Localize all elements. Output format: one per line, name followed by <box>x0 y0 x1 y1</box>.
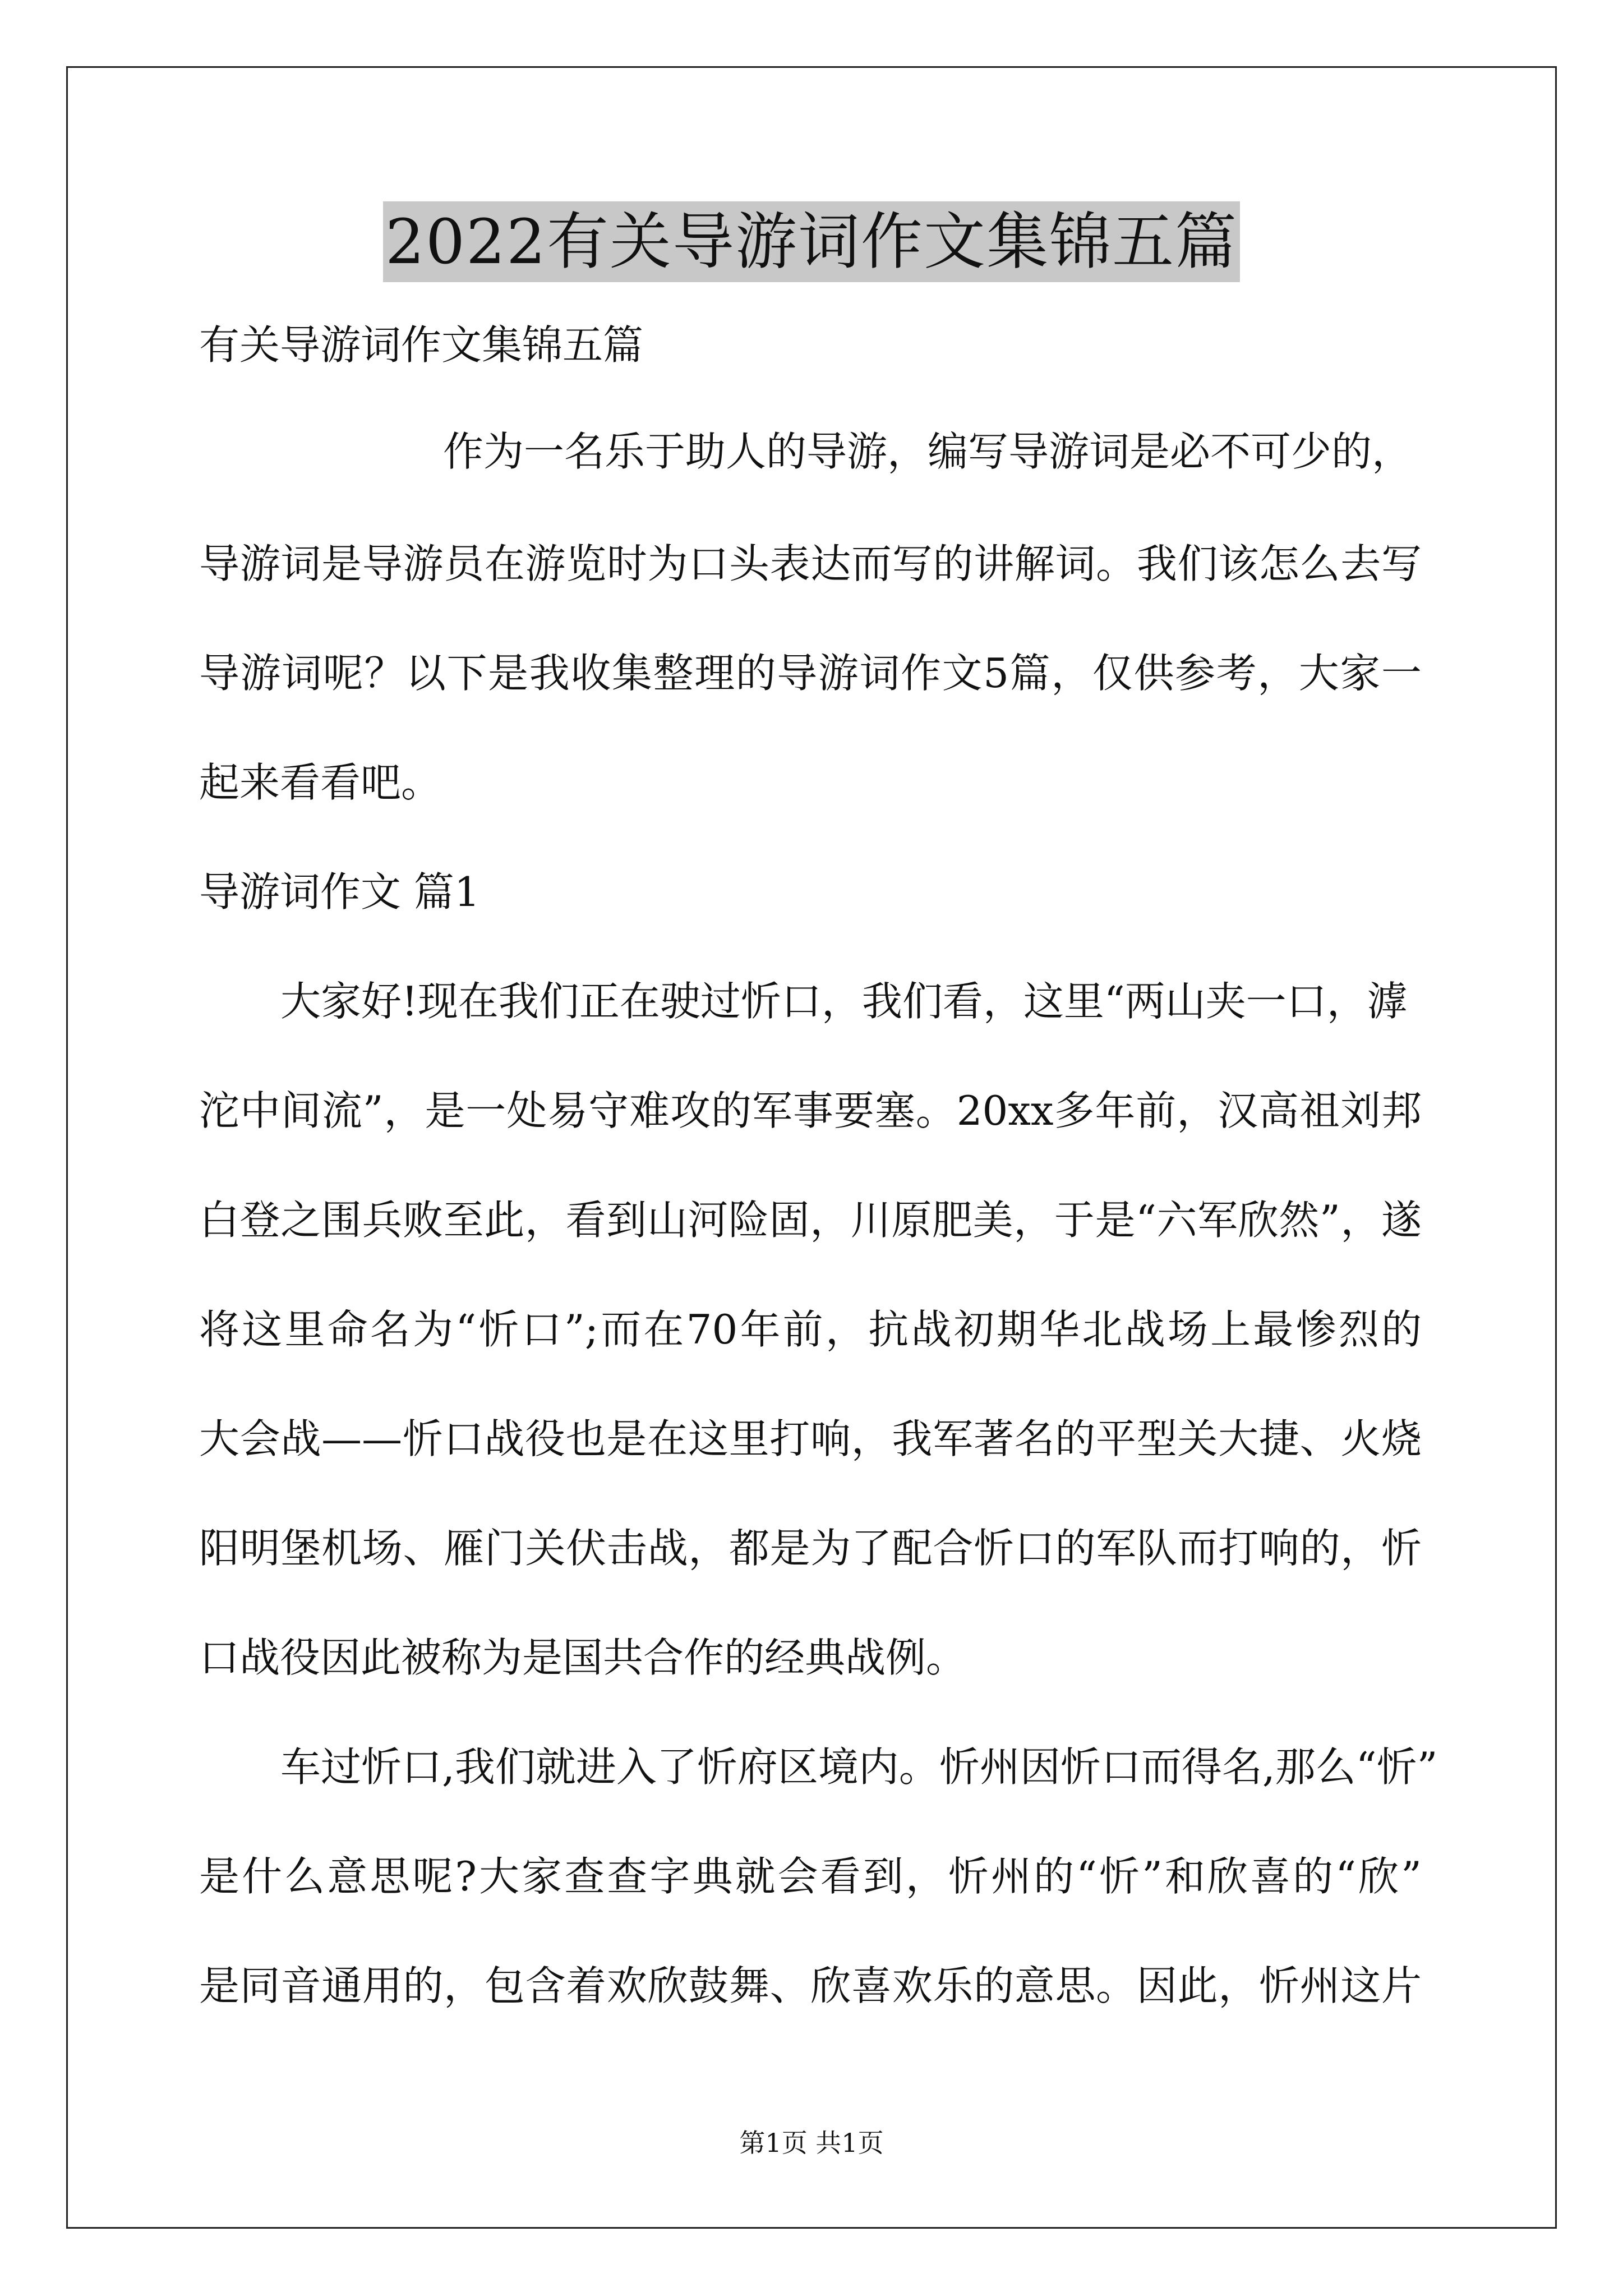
para1-line-4: 将这里命名为“忻口”;而在70年前，抗战初期华北战场上最惨烈的 <box>199 1306 1422 1353</box>
para1-line-2: 沱中间流”，是一处易守难攻的军事要塞。20xx多年前，汉高祖刘邦 <box>199 1087 1422 1134</box>
intro-line-2: 导游词是导游员在游览时为口头表达而写的讲解词。我们该怎么去写 <box>199 540 1422 587</box>
page-border <box>66 66 1557 2229</box>
para1-line-6: 阳明堡机场、雁门关伏击战，都是为了配合忻口的军队而打响的，忻 <box>199 1525 1422 1572</box>
para2-line-2: 是什么意思呢?大家查查字典就会看到，忻州的“忻”和欣喜的“欣” <box>199 1853 1422 1900</box>
document-title <box>0 200 1623 284</box>
intro-line-3: 导游词呢？以下是我收集整理的导游词作文5篇，仅供参考，大家一 <box>199 650 1422 697</box>
para2-line-3: 是同音通用的，包含着欢欣鼓舞、欣喜欢乐的意思。因此，忻州这片 <box>199 1962 1422 2009</box>
para1-line-3: 白登之围兵败至此，看到山河险固，川原肥美，于是“六军欣然”，遂 <box>199 1197 1422 1244</box>
subtitle-line: 有关导游词作文集锦五篇 <box>199 321 644 369</box>
intro-line-4: 起来看看吧。 <box>199 759 442 806</box>
section-heading: 导游词作文 篇1 <box>199 868 480 915</box>
document-title-text: 2022有关导游词作文集锦五篇 <box>383 201 1240 282</box>
para1-line-7: 口战役因此被称为是国共合作的经典战例。 <box>199 1634 967 1681</box>
para1-line-1: 大家好!现在我们正在驶过忻口，我们看，这里“两山夹一口，滹 <box>280 978 1408 1025</box>
para1-line-5: 大会战——忻口战役也是在这里打响，我军著名的平型关大捷、火烧 <box>199 1415 1422 1462</box>
para2-line-1: 车过忻口,我们就进入了忻府区境内。忻州因忻口而得名,那么“忻” <box>280 1743 1438 1791</box>
page-footer: 第1页 共1页 <box>739 2128 884 2158</box>
intro-line-1: 作为一名乐于助人的导游，编写导游词是必不可少的， <box>443 428 1413 475</box>
